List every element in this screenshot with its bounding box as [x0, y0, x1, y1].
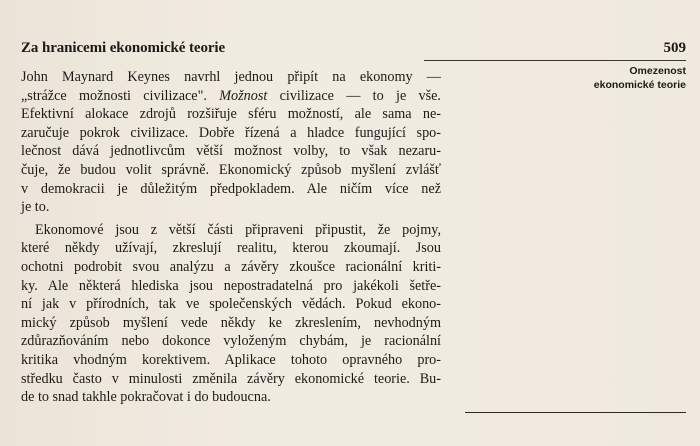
text-line: středku často v minulosti změnila závěry ekonomické teorie. Bu- — [21, 370, 441, 387]
text-line: čuje, že budou volit správně. Ekonomický způsob myšlení zvlášť — [21, 161, 441, 178]
bottom-rule — [465, 412, 686, 413]
text-line: Efektivní alokace zdrojů rozšiřuje sféru možností, ale sama ne- — [21, 106, 441, 123]
paragraph-2 — [21, 221, 441, 407]
text-line: John Maynard Keynes navrhl jednou připít na ekonomy — — [21, 69, 441, 85]
text-line: ochotni podrobit svou analýzu a závěry zkoušce racionální kriti- — [21, 258, 441, 275]
text-line: zaručuje pokrok civilizace. Dobře řízená a hladce fungující spo- — [21, 124, 441, 141]
chapter-title: Za hranicemi ekonomické teorie — [21, 40, 226, 56]
text-line: Ekonomové jsou z větší části připraveni připustit, že pojmy, — [35, 221, 441, 238]
text-line: v demokracii je důležitým předpokladem. Ale ničím více než — [21, 180, 441, 197]
margin-note-line: ekonomické teorie — [593, 79, 686, 91]
text-line: lečnost dává jednotlivcům větší možnost volby, to však nezaru- — [21, 143, 441, 160]
text-line: ní jak v přírodních, tak ve společenských vědách. Pokud ekono- — [21, 296, 441, 313]
text-line: které někdy užívají, zkreslují realitu, kterou zkoumají. Jsou — [21, 240, 441, 257]
margin-note — [556, 64, 686, 92]
text-line: de to snad takhle pokračovat i do budoucna. — [21, 389, 271, 406]
header-rule — [424, 60, 686, 61]
text-line: mický způsob myšlení vede někdy ke zkreslením, nevhodným — [21, 314, 441, 331]
body-text — [21, 68, 441, 411]
text-line: je to. — [21, 199, 50, 216]
text-line: zdůrazňováním nebo dokonce vyloženým chybám, je racionální — [21, 333, 441, 350]
text-line: ky. Ale některá hlediska jsou nepostradatelná pro jakékoli šetře- — [21, 277, 441, 294]
text-line: „strážce možnosti civilizace". Možnost civilizace — to je vše. — [21, 87, 441, 104]
text-line: kritika vhodným korektivem. Aplikace tohoto opravného pro- — [21, 351, 441, 368]
margin-note-line: Omezenost — [629, 65, 686, 77]
paragraph-1 — [21, 68, 441, 217]
emphasis: Možnost — [219, 87, 268, 104]
page-number: 509 — [663, 40, 686, 56]
